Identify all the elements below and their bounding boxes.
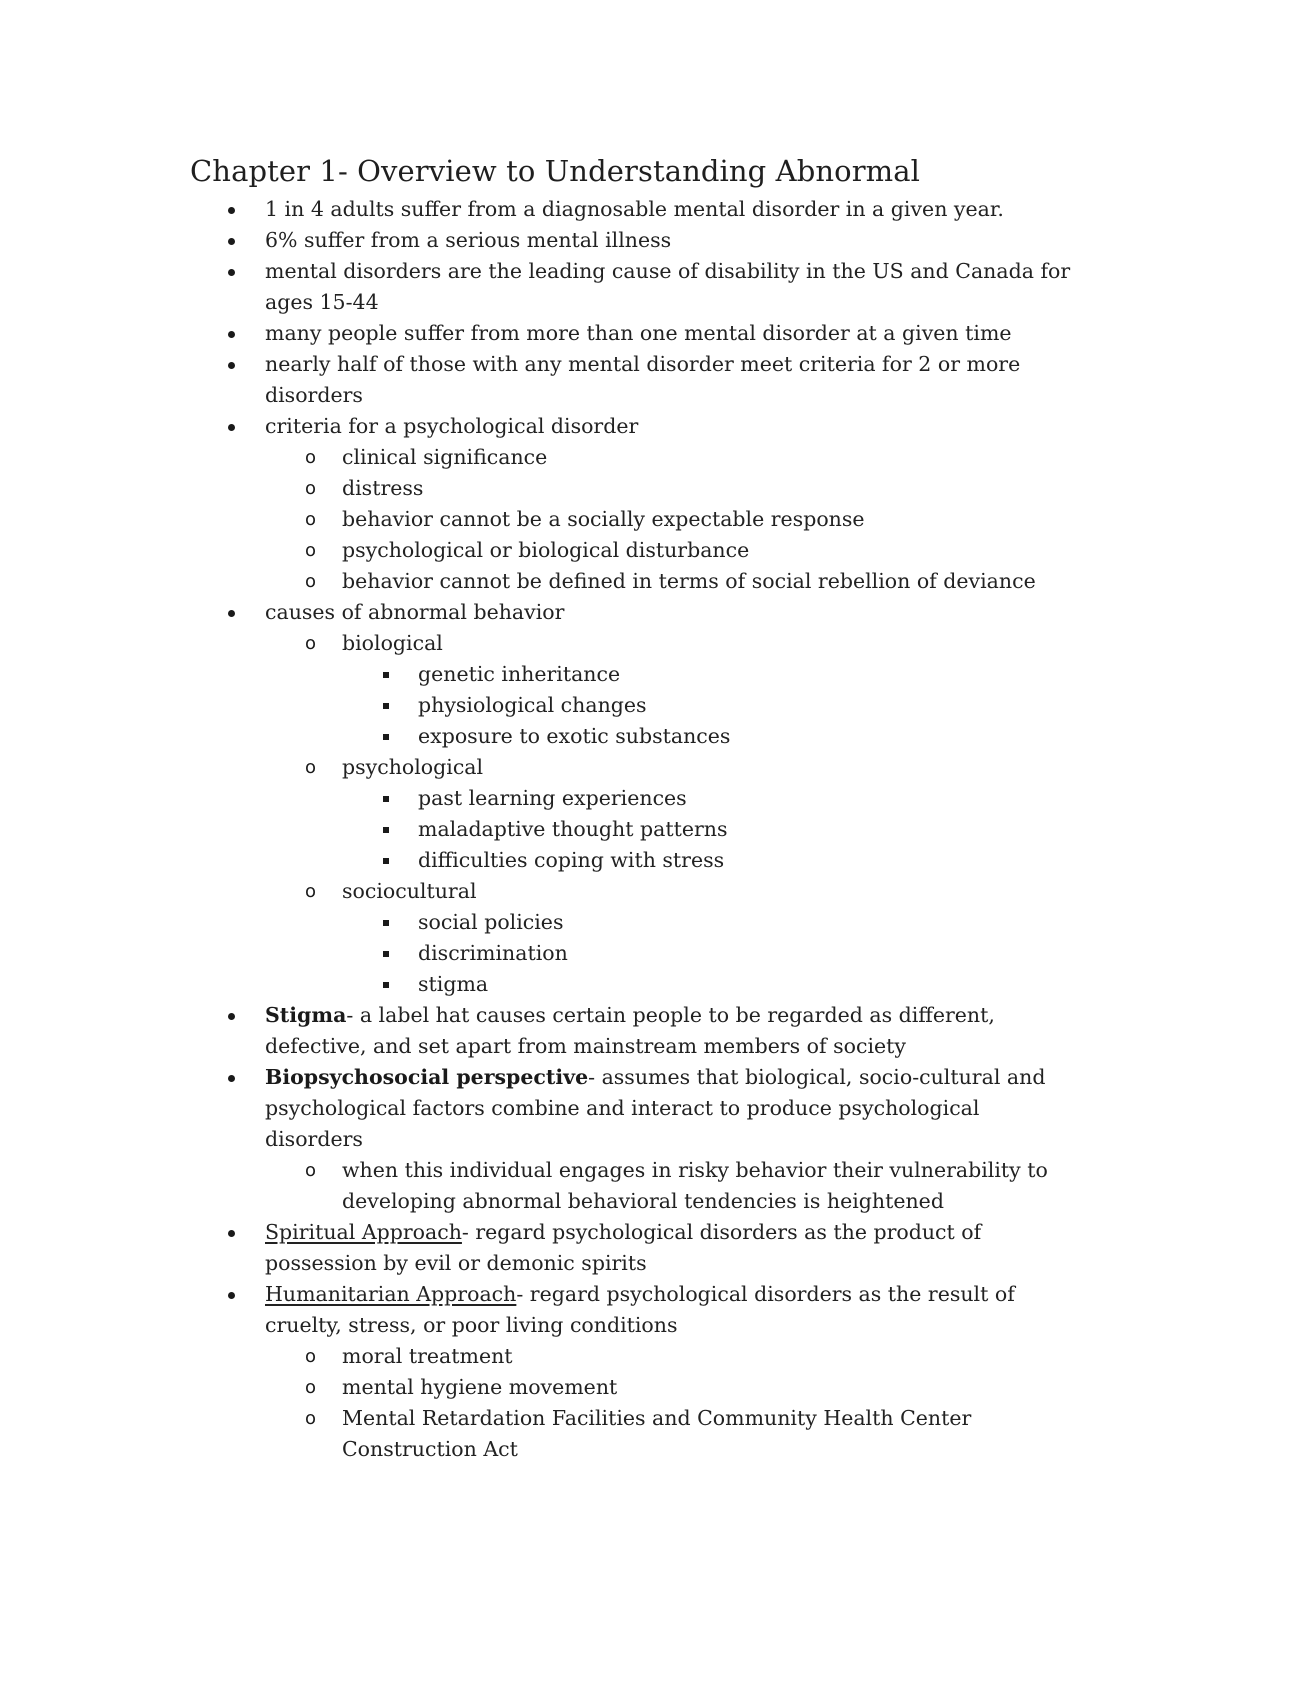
sublist-item: o behavior cannot be a socially expectable response xyxy=(0,504,1306,535)
bullet-icon xyxy=(228,331,235,338)
square-bullet-icon xyxy=(383,920,389,926)
circle-bullet-icon: o xyxy=(305,1346,317,1367)
term-biopsychosocial: Biopsychosocial perspective xyxy=(265,1065,589,1089)
square-bullet-icon xyxy=(383,951,389,957)
page-title: Chapter 1- Overview to Understanding Abnormal xyxy=(190,154,921,188)
sublist-item: o behavior cannot be defined in terms of social rebellion of deviance xyxy=(0,566,1306,597)
sub-sublist-item: difficulties coping with stress xyxy=(0,845,1306,876)
bullet-icon xyxy=(228,238,235,245)
bullet-icon xyxy=(228,424,235,431)
criteria-sublist xyxy=(0,442,1306,597)
sublist-item: o when this individual engages in risky behavior their vulnerability to developing abnormal behavioral tendencies is heightened xyxy=(0,1155,1306,1217)
circle-bullet-icon: o xyxy=(305,478,317,499)
list-item: 1 in 4 adults suffer from a diagnosable mental disorder in a given year. xyxy=(0,194,1306,225)
sub-sublist-item: past learning experiences xyxy=(0,783,1306,814)
causes-sublist xyxy=(0,628,1306,1000)
square-bullet-icon xyxy=(383,672,389,678)
term-stigma: Stigma xyxy=(265,1003,347,1027)
circle-bullet-icon: o xyxy=(305,1377,317,1398)
sub-sublist-item: exposure to exotic substances xyxy=(0,721,1306,752)
list-item-spiritual: Spiritual Approach- regard psychological disorders as the product of possession by evil or demonic spirits xyxy=(0,1217,1306,1279)
list-item-stigma: Stigma- a label hat causes certain people to be regarded as different, defective, and set apart from mainstream members of society xyxy=(0,1000,1306,1062)
sub-sublist-item: discrimination xyxy=(0,938,1306,969)
sub-sublist-item: physiological changes xyxy=(0,690,1306,721)
humanitarian-sublist xyxy=(0,1341,1306,1465)
term-humanitarian: Humanitarian Approach xyxy=(265,1282,517,1306)
bullet-icon xyxy=(228,1013,235,1020)
square-bullet-icon xyxy=(383,734,389,740)
square-bullet-icon xyxy=(383,858,389,864)
list-item-criteria: criteria for a psychological disorder o clinical significance o distress o behavior cannot be a socially expectable response o psychological or biological disturbance o behavior cannot be defined in terms of social rebellion of deviance xyxy=(0,411,1306,597)
bullet-icon xyxy=(228,1292,235,1299)
term-spiritual: Spiritual Approach xyxy=(265,1220,462,1244)
circle-bullet-icon: o xyxy=(305,571,317,592)
bullet-icon xyxy=(228,362,235,369)
square-bullet-icon xyxy=(383,827,389,833)
sub-sublist-item: stigma xyxy=(0,969,1306,1000)
sublist-item: o moral treatment xyxy=(0,1341,1306,1372)
sub-sublist-item: social policies xyxy=(0,907,1306,938)
sublist-item-sociocultural: o sociocultural social policies discrimination stigma xyxy=(0,876,1306,1000)
square-bullet-icon xyxy=(383,796,389,802)
bullet-icon xyxy=(228,1075,235,1082)
list-item: nearly half of those with any mental disorder meet criteria for 2 or more disorders xyxy=(0,349,1306,411)
sublist-item-psychological: o psychological past learning experiences maladaptive thought patterns difficulties coping with stress xyxy=(0,752,1306,876)
sublist-item: o mental hygiene movement xyxy=(0,1372,1306,1403)
sublist-item: o psychological or biological disturbance xyxy=(0,535,1306,566)
sublist-item-biological: o biological genetic inheritance physiological changes exposure to exotic substances xyxy=(0,628,1306,752)
sublist-item: o Mental Retardation Facilities and Community Health Center Construction Act xyxy=(0,1403,1306,1465)
sub-sublist-item: maladaptive thought patterns xyxy=(0,814,1306,845)
circle-bullet-icon: o xyxy=(305,509,317,530)
square-bullet-icon xyxy=(383,982,389,988)
circle-bullet-icon: o xyxy=(305,881,317,902)
notes-list xyxy=(0,194,1306,1465)
sociocultural-sublist xyxy=(0,907,1306,1000)
circle-bullet-icon: o xyxy=(305,757,317,778)
list-item-humanitarian: Humanitarian Approach- regard psychological disorders as the result of cruelty, stress, or poor living conditions o moral treatment o mental hygiene movement o Mental Retardation Facilities and Community Health Center Construction Act xyxy=(0,1279,1306,1465)
bullet-icon xyxy=(228,207,235,214)
circle-bullet-icon: o xyxy=(305,1408,317,1429)
sublist-item: o clinical significance xyxy=(0,442,1306,473)
biopsychosocial-sublist xyxy=(0,1155,1306,1217)
sublist-item: o distress xyxy=(0,473,1306,504)
psychological-sublist xyxy=(0,783,1306,876)
circle-bullet-icon: o xyxy=(305,540,317,561)
circle-bullet-icon: o xyxy=(305,447,317,468)
circle-bullet-icon: o xyxy=(305,1160,317,1181)
bullet-icon xyxy=(228,1230,235,1237)
list-item: mental disorders are the leading cause of disability in the US and Canada for ages 15-44 xyxy=(0,256,1306,318)
square-bullet-icon xyxy=(383,703,389,709)
list-item-causes: causes of abnormal behavior o biological genetic inheritance physiological changes exposure to exotic substances o psychological past learning experiences maladaptive thought patterns difficulties coping with stress o sociocultural social policies discrimination stigma xyxy=(0,597,1306,1000)
circle-bullet-icon: o xyxy=(305,633,317,654)
list-item: many people suffer from more than one mental disorder at a given time xyxy=(0,318,1306,349)
sub-sublist-item: genetic inheritance xyxy=(0,659,1306,690)
list-item-biopsychosocial: Biopsychosocial perspective- assumes that biological, socio-cultural and psychological factors combine and interact to produce psychological disorders o when this individual engages in risky behavior their vulnerability to developing abnormal behavioral tendencies is heightened xyxy=(0,1062,1306,1217)
bullet-icon xyxy=(228,610,235,617)
list-item: 6% suffer from a serious mental illness xyxy=(0,225,1306,256)
bullet-icon xyxy=(228,269,235,276)
biological-sublist xyxy=(0,659,1306,752)
